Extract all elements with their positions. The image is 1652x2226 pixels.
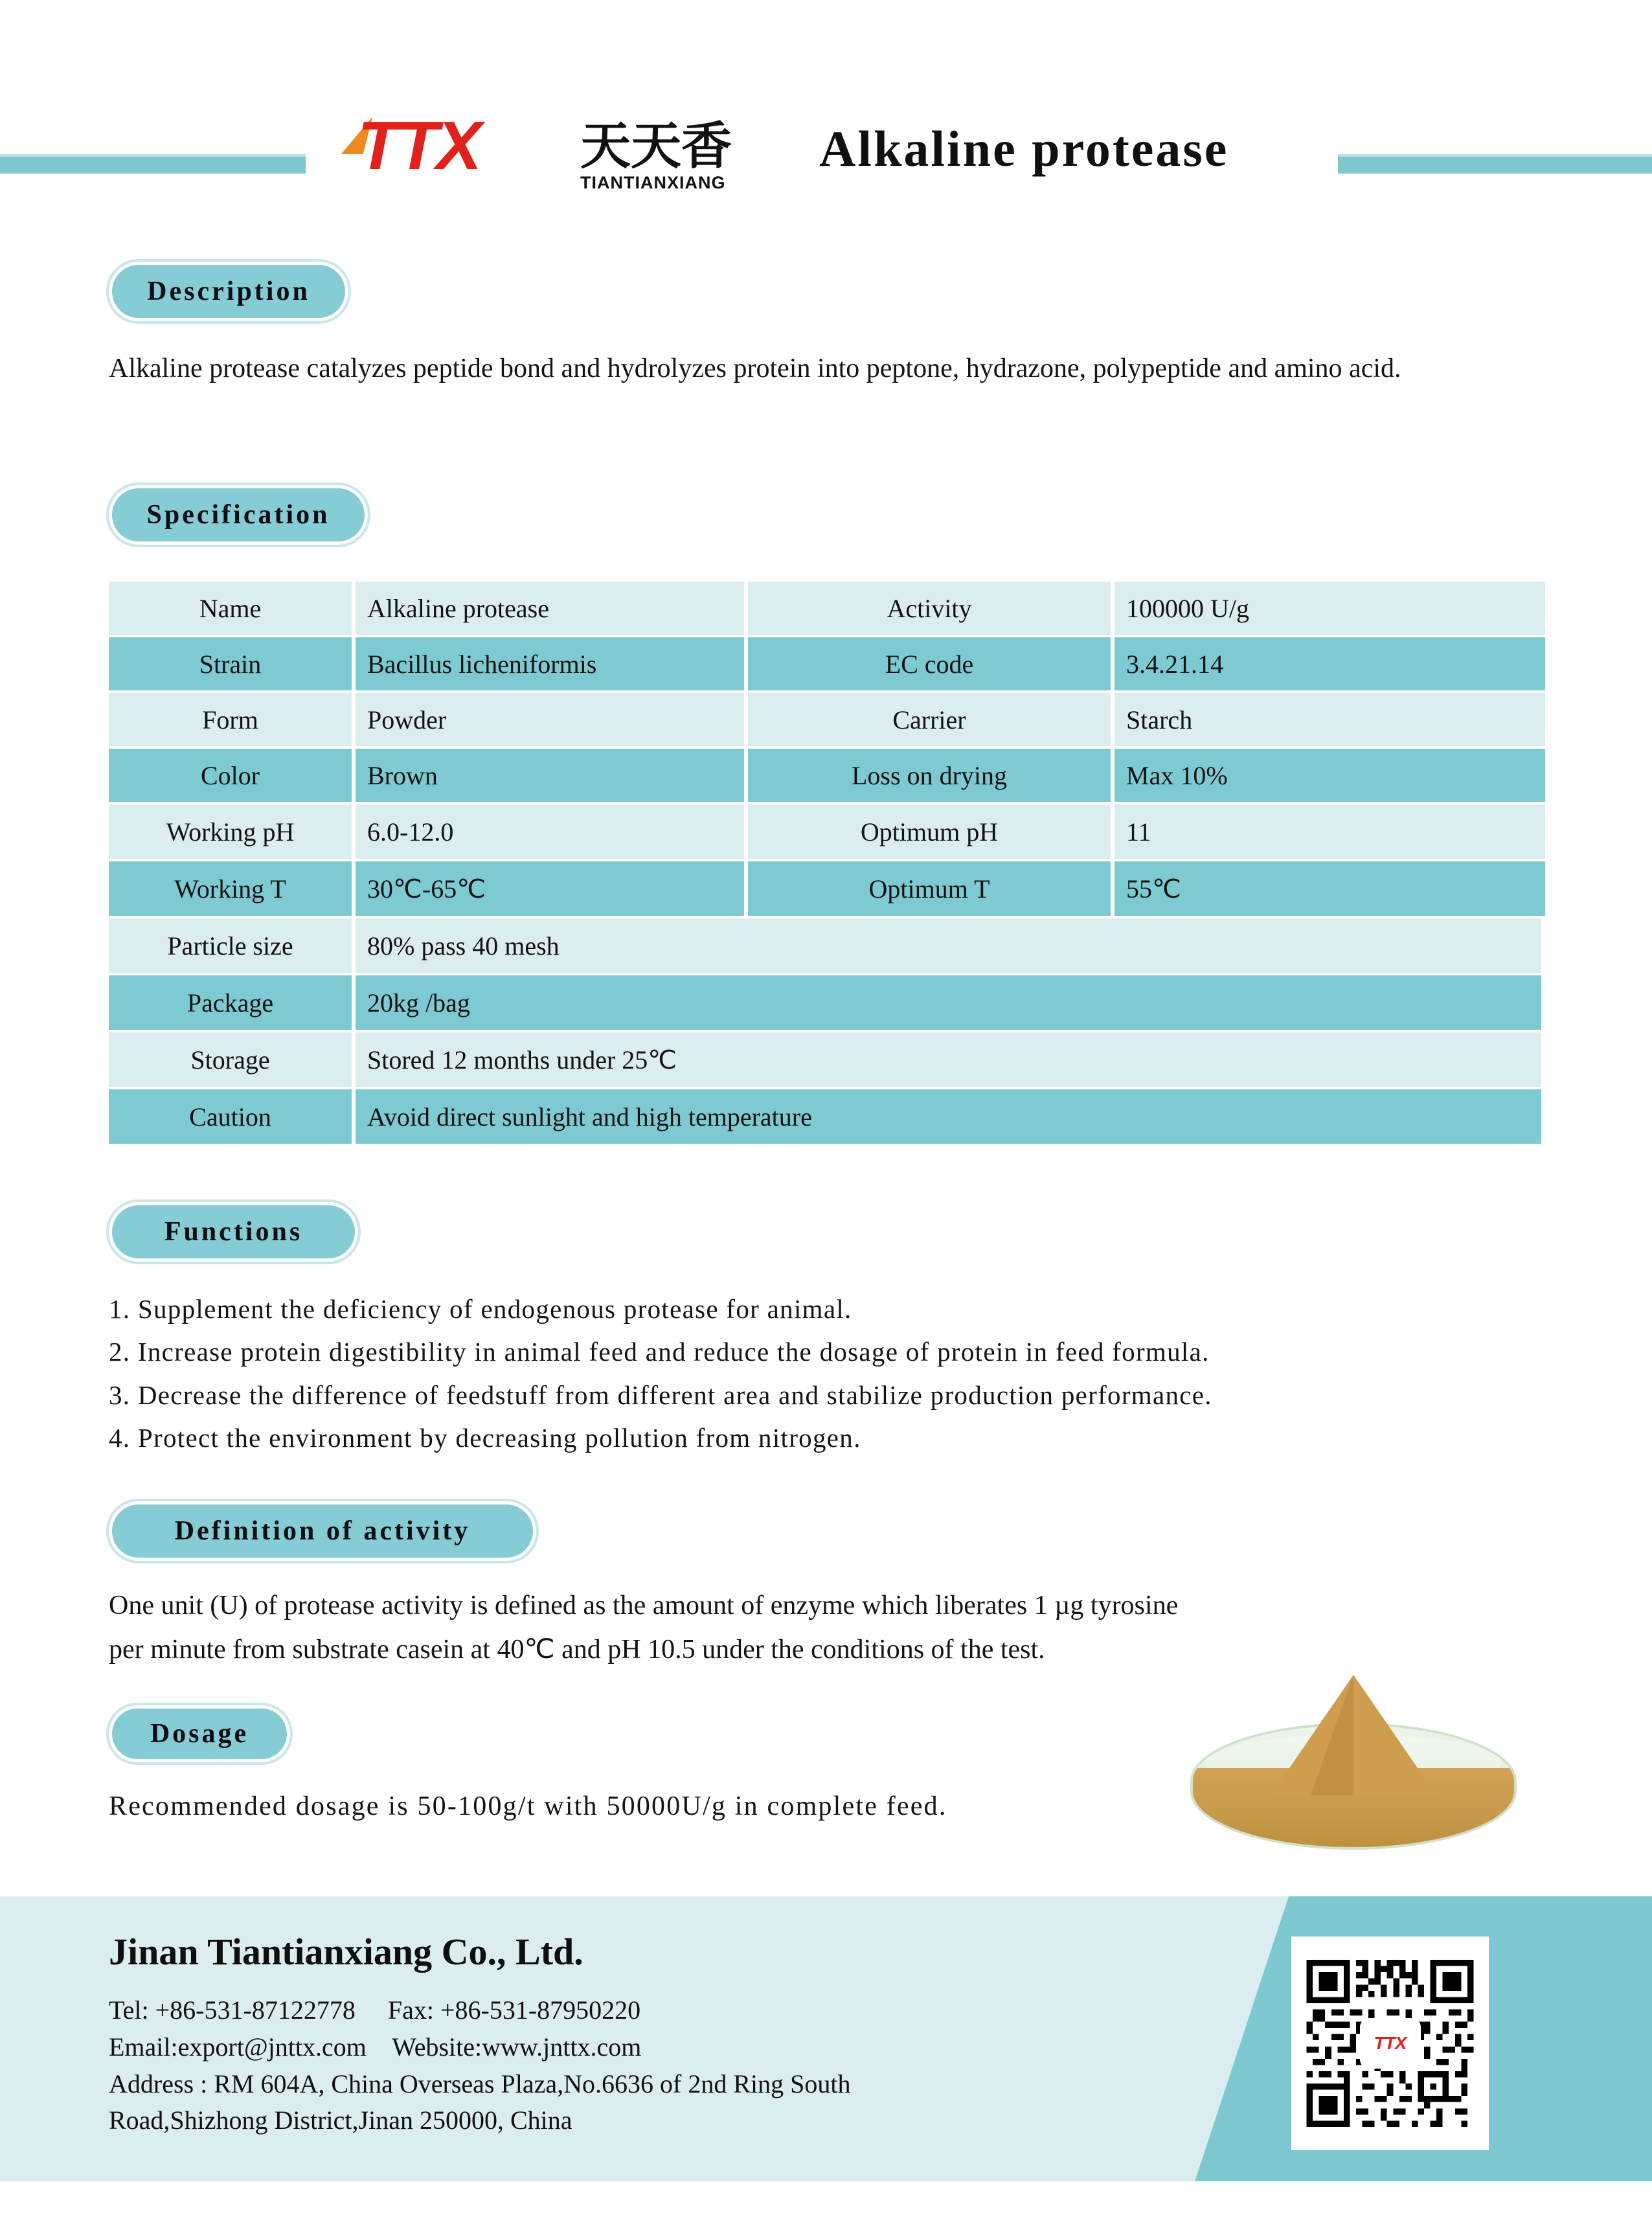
table-row — [109, 918, 1545, 973]
definition-text-line2: per minute from substrate casein at 40℃ and pH 10.5 under the conditions of the test. — [109, 1635, 1045, 1664]
section-heading-definition-of-activity: Definition of activity — [109, 1501, 536, 1561]
contact-line-phone — [109, 1992, 850, 2029]
qr-code[interactable] — [1291, 1936, 1489, 2150]
section-heading-functions: Functions — [109, 1202, 358, 1262]
cell-value2: 11 — [1115, 804, 1545, 859]
cell-value2: Max 10% — [1115, 749, 1545, 802]
cell-value: Bacillus licheniformis — [356, 637, 744, 690]
functions-list — [109, 1288, 1533, 1460]
contact-line-web — [109, 2029, 850, 2066]
cell-value: Brown — [356, 749, 744, 802]
table-row — [109, 693, 1545, 746]
ttx-logo-mark — [343, 108, 576, 193]
cell-label: Package — [109, 975, 352, 1030]
website-value[interactable]: Website:www.jnttx.com — [392, 2032, 642, 2061]
product-photo — [1172, 1670, 1535, 1864]
cell-value: Stored 12 months under 25℃ — [356, 1032, 1541, 1087]
logo-chinese-characters: 天天香 — [580, 117, 732, 176]
tel-value: Tel: +86-531-87122778 — [109, 1995, 356, 2025]
qr-center-logo: TTX — [1360, 2018, 1421, 2069]
section-heading-specification: Specification — [109, 485, 368, 545]
cell-value: Alkaline protease — [356, 582, 744, 635]
page-title: Alkaline protease — [819, 120, 1229, 177]
company-name: Jinan Tiantianxiang Co., Ltd. — [109, 1931, 583, 1973]
table-row — [109, 861, 1545, 916]
table-row — [109, 1032, 1545, 1087]
cell-label: Working T — [109, 861, 352, 916]
cell-label2: Loss on drying — [748, 749, 1111, 802]
list-item: 4. Protect the environment by decreasing pollution from nitrogen. — [109, 1423, 861, 1453]
list-item: 2. Increase protein digestibility in animal feed and reduce the dosage of protein in feed formula. — [109, 1337, 1210, 1367]
cell-value: Avoid direct sunlight and high temperature — [356, 1089, 1541, 1144]
page-header — [0, 0, 1652, 194]
cell-value: 30℃-65℃ — [356, 861, 744, 916]
table-row — [109, 749, 1545, 802]
powder-mound — [1271, 1675, 1436, 1795]
contact-block — [109, 1992, 850, 2139]
cell-label2: EC code — [748, 637, 1111, 690]
cell-label2: Carrier — [748, 693, 1111, 746]
cell-value: Powder — [356, 693, 744, 746]
cell-label: Form — [109, 693, 352, 746]
table-row — [109, 804, 1545, 859]
cell-label: Particle size — [109, 918, 352, 973]
table-row — [109, 582, 1545, 635]
email-value[interactable]: Email:export@jnttx.com — [109, 2032, 367, 2061]
cell-label: Working pH — [109, 804, 352, 859]
company-logo — [343, 108, 736, 193]
powder-mound-shadow — [1311, 1675, 1353, 1795]
cell-label: Storage — [109, 1032, 352, 1087]
address-line-1: Address : RM 604A, China Overseas Plaza,No.6636 of 2nd Ring South — [109, 2069, 851, 2098]
logo-chinese-block — [580, 117, 736, 193]
list-item: 1. Supplement the deficiency of endogenous protease for animal. — [109, 1294, 852, 1324]
table-row — [109, 637, 1545, 690]
definition-text-line1: One unit (U) of protease activity is defined as the amount of enzyme which liberates 1 µg tyrosine — [109, 1591, 1179, 1620]
cell-label: Color — [109, 749, 352, 802]
logo-ttx-text: TTX — [357, 108, 480, 184]
dosage-text: Recommended dosage is 50-100g/t with 50000U/g in complete feed. — [109, 1791, 947, 1821]
cell-label: Strain — [109, 637, 352, 690]
header-rule-left — [0, 154, 306, 174]
cell-label2: Activity — [748, 582, 1111, 635]
cell-value: 80% pass 40 mesh — [356, 918, 1541, 973]
cell-value2: 3.4.21.14 — [1115, 637, 1545, 690]
cell-value: 6.0-12.0 — [356, 804, 744, 859]
specification-table — [109, 582, 1545, 1144]
cell-value2: 55℃ — [1115, 861, 1545, 916]
table-row — [109, 1089, 1545, 1144]
cell-value2: Starch — [1115, 693, 1545, 746]
description-text: Alkaline protease catalyzes peptide bond and hydrolyzes protein into peptone, hydrazone, polypeptide and amino acid. — [109, 354, 1401, 383]
cell-value2: 100000 U/g — [1115, 582, 1545, 635]
cell-label2: Optimum pH — [748, 804, 1111, 859]
cell-label: Caution — [109, 1089, 352, 1144]
fax-value: Fax: +86-531-87950220 — [387, 1995, 641, 2025]
logo-pinyin: TIANTIANXIANG — [580, 173, 726, 192]
cell-label2: Optimum T — [748, 861, 1111, 916]
section-heading-description: Description — [109, 262, 348, 321]
address-line-2: Road,Shizhong District,Jinan 250000, China — [109, 2106, 572, 2135]
page-footer — [0, 1896, 1652, 2181]
table-row — [109, 975, 1545, 1030]
cell-label: Name — [109, 582, 352, 635]
header-rule-right — [1338, 154, 1652, 174]
cell-value: 20kg /bag — [356, 975, 1541, 1030]
section-heading-dosage: Dosage — [109, 1705, 290, 1762]
list-item: 3. Decrease the difference of feedstuff from different area and stabilize production performance. — [109, 1380, 1212, 1410]
